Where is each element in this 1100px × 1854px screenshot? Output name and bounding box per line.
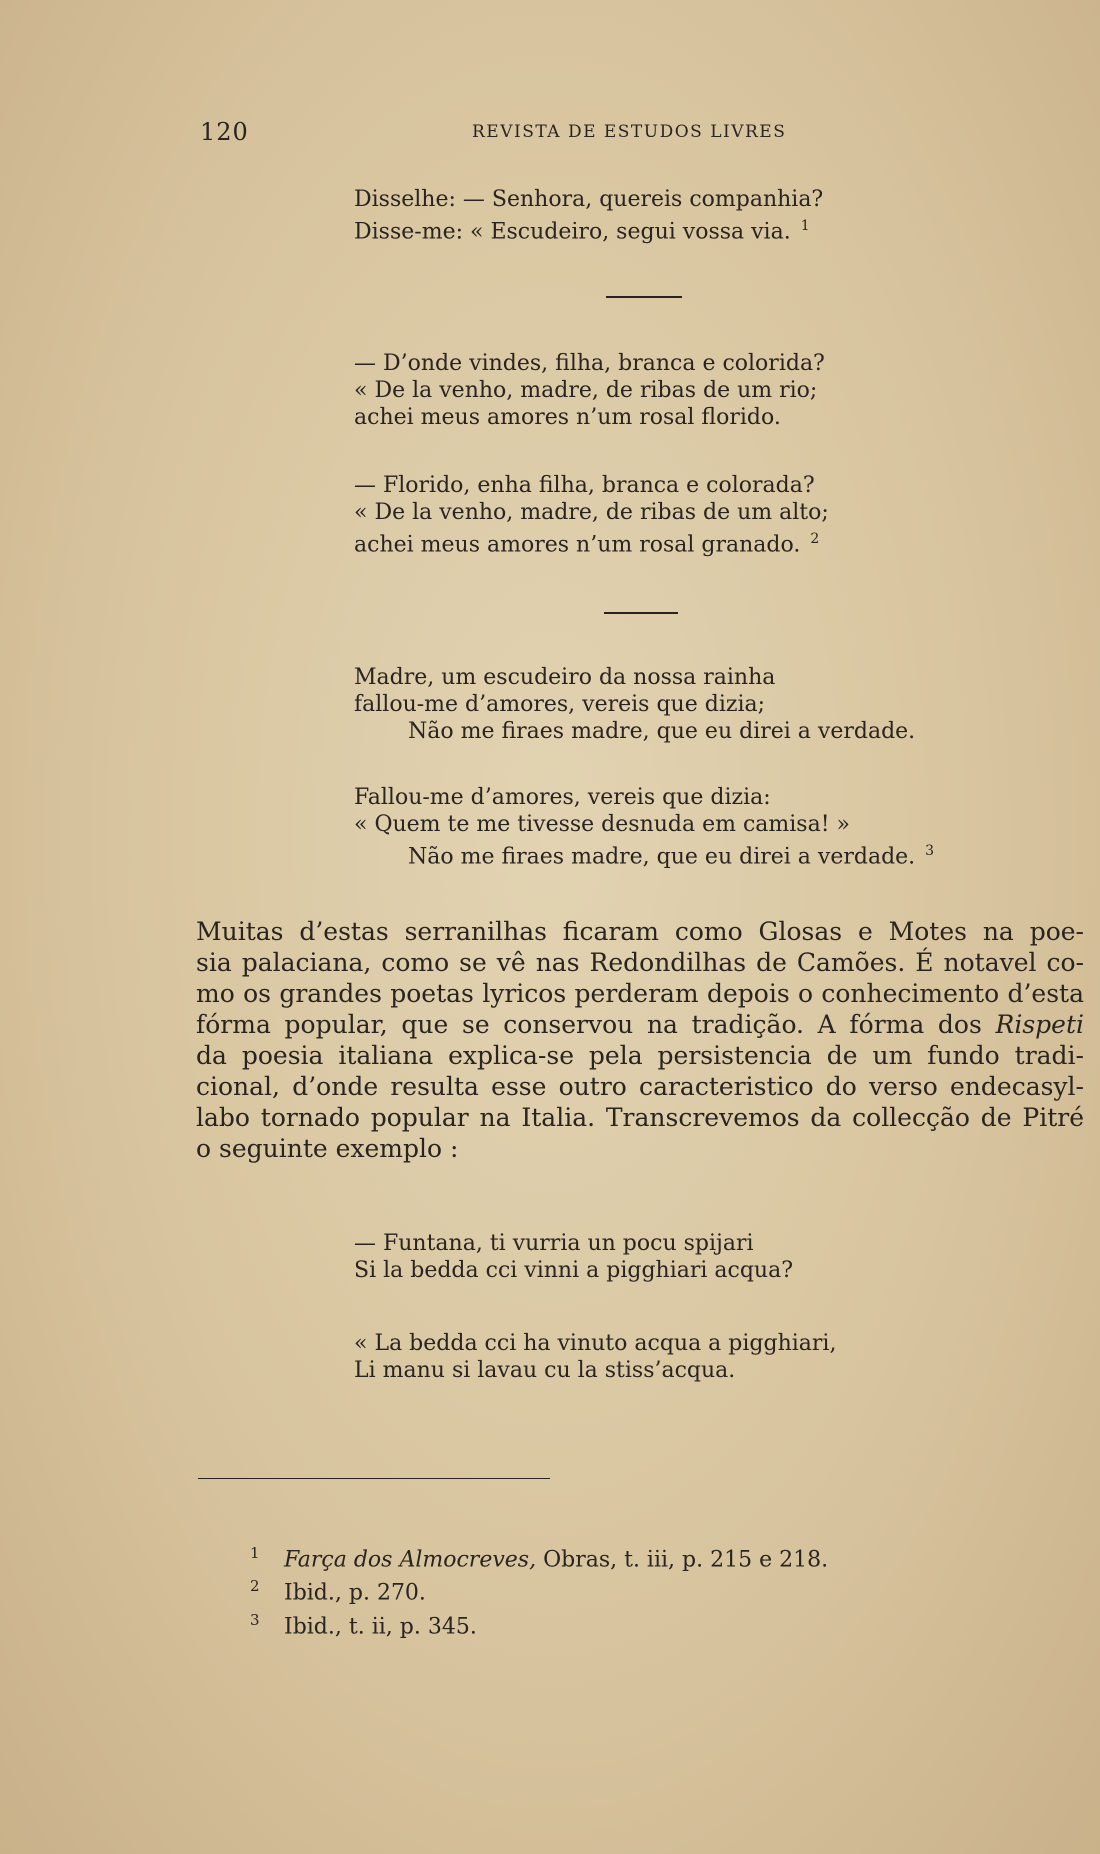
footnotes: [250, 1540, 828, 1640]
section-divider: [606, 296, 682, 298]
footnote-ref: 1: [800, 218, 810, 234]
verse-line: achei meus amores n’um rosal florido.: [354, 405, 781, 430]
verse-stanza-5: [354, 784, 934, 870]
section-divider: [604, 612, 678, 614]
paragraph-line: sia palaciana, como se vê nas Redondilhas de Camões. É notavel co-: [196, 948, 1084, 977]
verse-line: fallou-me d’amores, vereis que dizia;: [354, 692, 766, 717]
footnote-ref: 3: [925, 843, 935, 859]
verse-line: « Quem te me tivesse desnuda em camisa! »: [354, 812, 851, 837]
page-header: [200, 118, 920, 148]
footnote-ref: 2: [810, 531, 820, 547]
paragraph-line: Muitas d’estas serranilhas ficaram como Glosas e Motes na poe-: [196, 917, 1084, 946]
running-title: REVISTA DE ESTUDOS LIVRES: [472, 122, 787, 142]
verse-line: Disselhe: — Senhora, quereis companhia?: [354, 187, 824, 212]
verse-stanza-3: [354, 472, 829, 558]
footnote-title: Farça dos Almocreves,: [284, 1547, 537, 1573]
italic-term: Rispeti: [995, 1010, 1084, 1039]
body-paragraph: [196, 916, 1084, 1164]
verse-line: Disse-me: « Escudeiro, segui vossa via. $^1$: [354, 218, 810, 245]
verse-line: achei meus amores n’um rosal granado. $^2$: [354, 531, 820, 558]
footnote-separator: [198, 1478, 550, 1479]
verse-line: « De la venho, madre, de ribas de um alto;: [354, 500, 829, 525]
footnote-number: 2: [250, 1577, 260, 1596]
paragraph-line: da poesia italiana explica-se pela persistencia de um fundo tradi-: [196, 1041, 1084, 1070]
paragraph-line: cional, d’onde resulta esse outro caracteristico do verso endecasyl-: [196, 1072, 1084, 1101]
verse-line: Li manu si lavau cu la stiss’acqua.: [354, 1358, 736, 1383]
paragraph-line: mo os grandes poetas lyricos perderam depois o conhecimento d’esta: [196, 979, 1084, 1008]
verse-stanza-1: [354, 186, 823, 245]
verse-stanza-6: [354, 1230, 793, 1284]
verse-line: — Florido, enha filha, branca e colorada?: [354, 473, 815, 498]
paragraph-line: labo tornado popular na Italia. Transcrevemos da collecção de Pitré: [196, 1103, 1084, 1132]
paragraph-line: fórma popular, que se conservou na tradição. A fórma dos Rispeti: [196, 1010, 1084, 1039]
verse-stanza-7: [354, 1330, 836, 1384]
verse-line: Si la bedda cci vinni a pigghiari acqua?: [354, 1258, 793, 1283]
verse-line: « La bedda cci ha vinuto acqua a pigghiari,: [354, 1331, 837, 1356]
verse-refrain: Não me firaes madre, que eu direi a verdade. $^3$: [408, 843, 935, 870]
footnote-number: 1: [250, 1544, 260, 1562]
verse-line: — D’onde vindes, filha, branca e colorida?: [354, 351, 825, 376]
verse-stanza-4: [354, 664, 915, 745]
verse-refrain: Não me firaes madre, que eu direi a verdade.: [408, 719, 916, 744]
footnote-number: 3: [250, 1610, 260, 1629]
verse-line: Madre, um escudeiro da nossa rainha: [354, 665, 776, 690]
verse-line: « De la venho, madre, de ribas de um rio;: [354, 378, 818, 403]
verse-line: Fallou-me d’amores, vereis que dizia:: [354, 785, 771, 810]
verse-stanza-2: [354, 350, 825, 431]
verse-line: — Funtana, ti vurria un pocu spijari: [354, 1231, 754, 1256]
footnote-2: 2 Ibid., p. 270.: [250, 1573, 828, 1606]
paragraph-line: o seguinte exemplo :: [196, 1134, 459, 1163]
footnote-3: 3 Ibid., t. ii, p. 345.: [250, 1607, 828, 1640]
footnote-1: 1 Farça dos Almocreves, Obras, t. iii, p. 215 e 218.: [250, 1540, 828, 1573]
page-number: 120: [200, 118, 249, 146]
